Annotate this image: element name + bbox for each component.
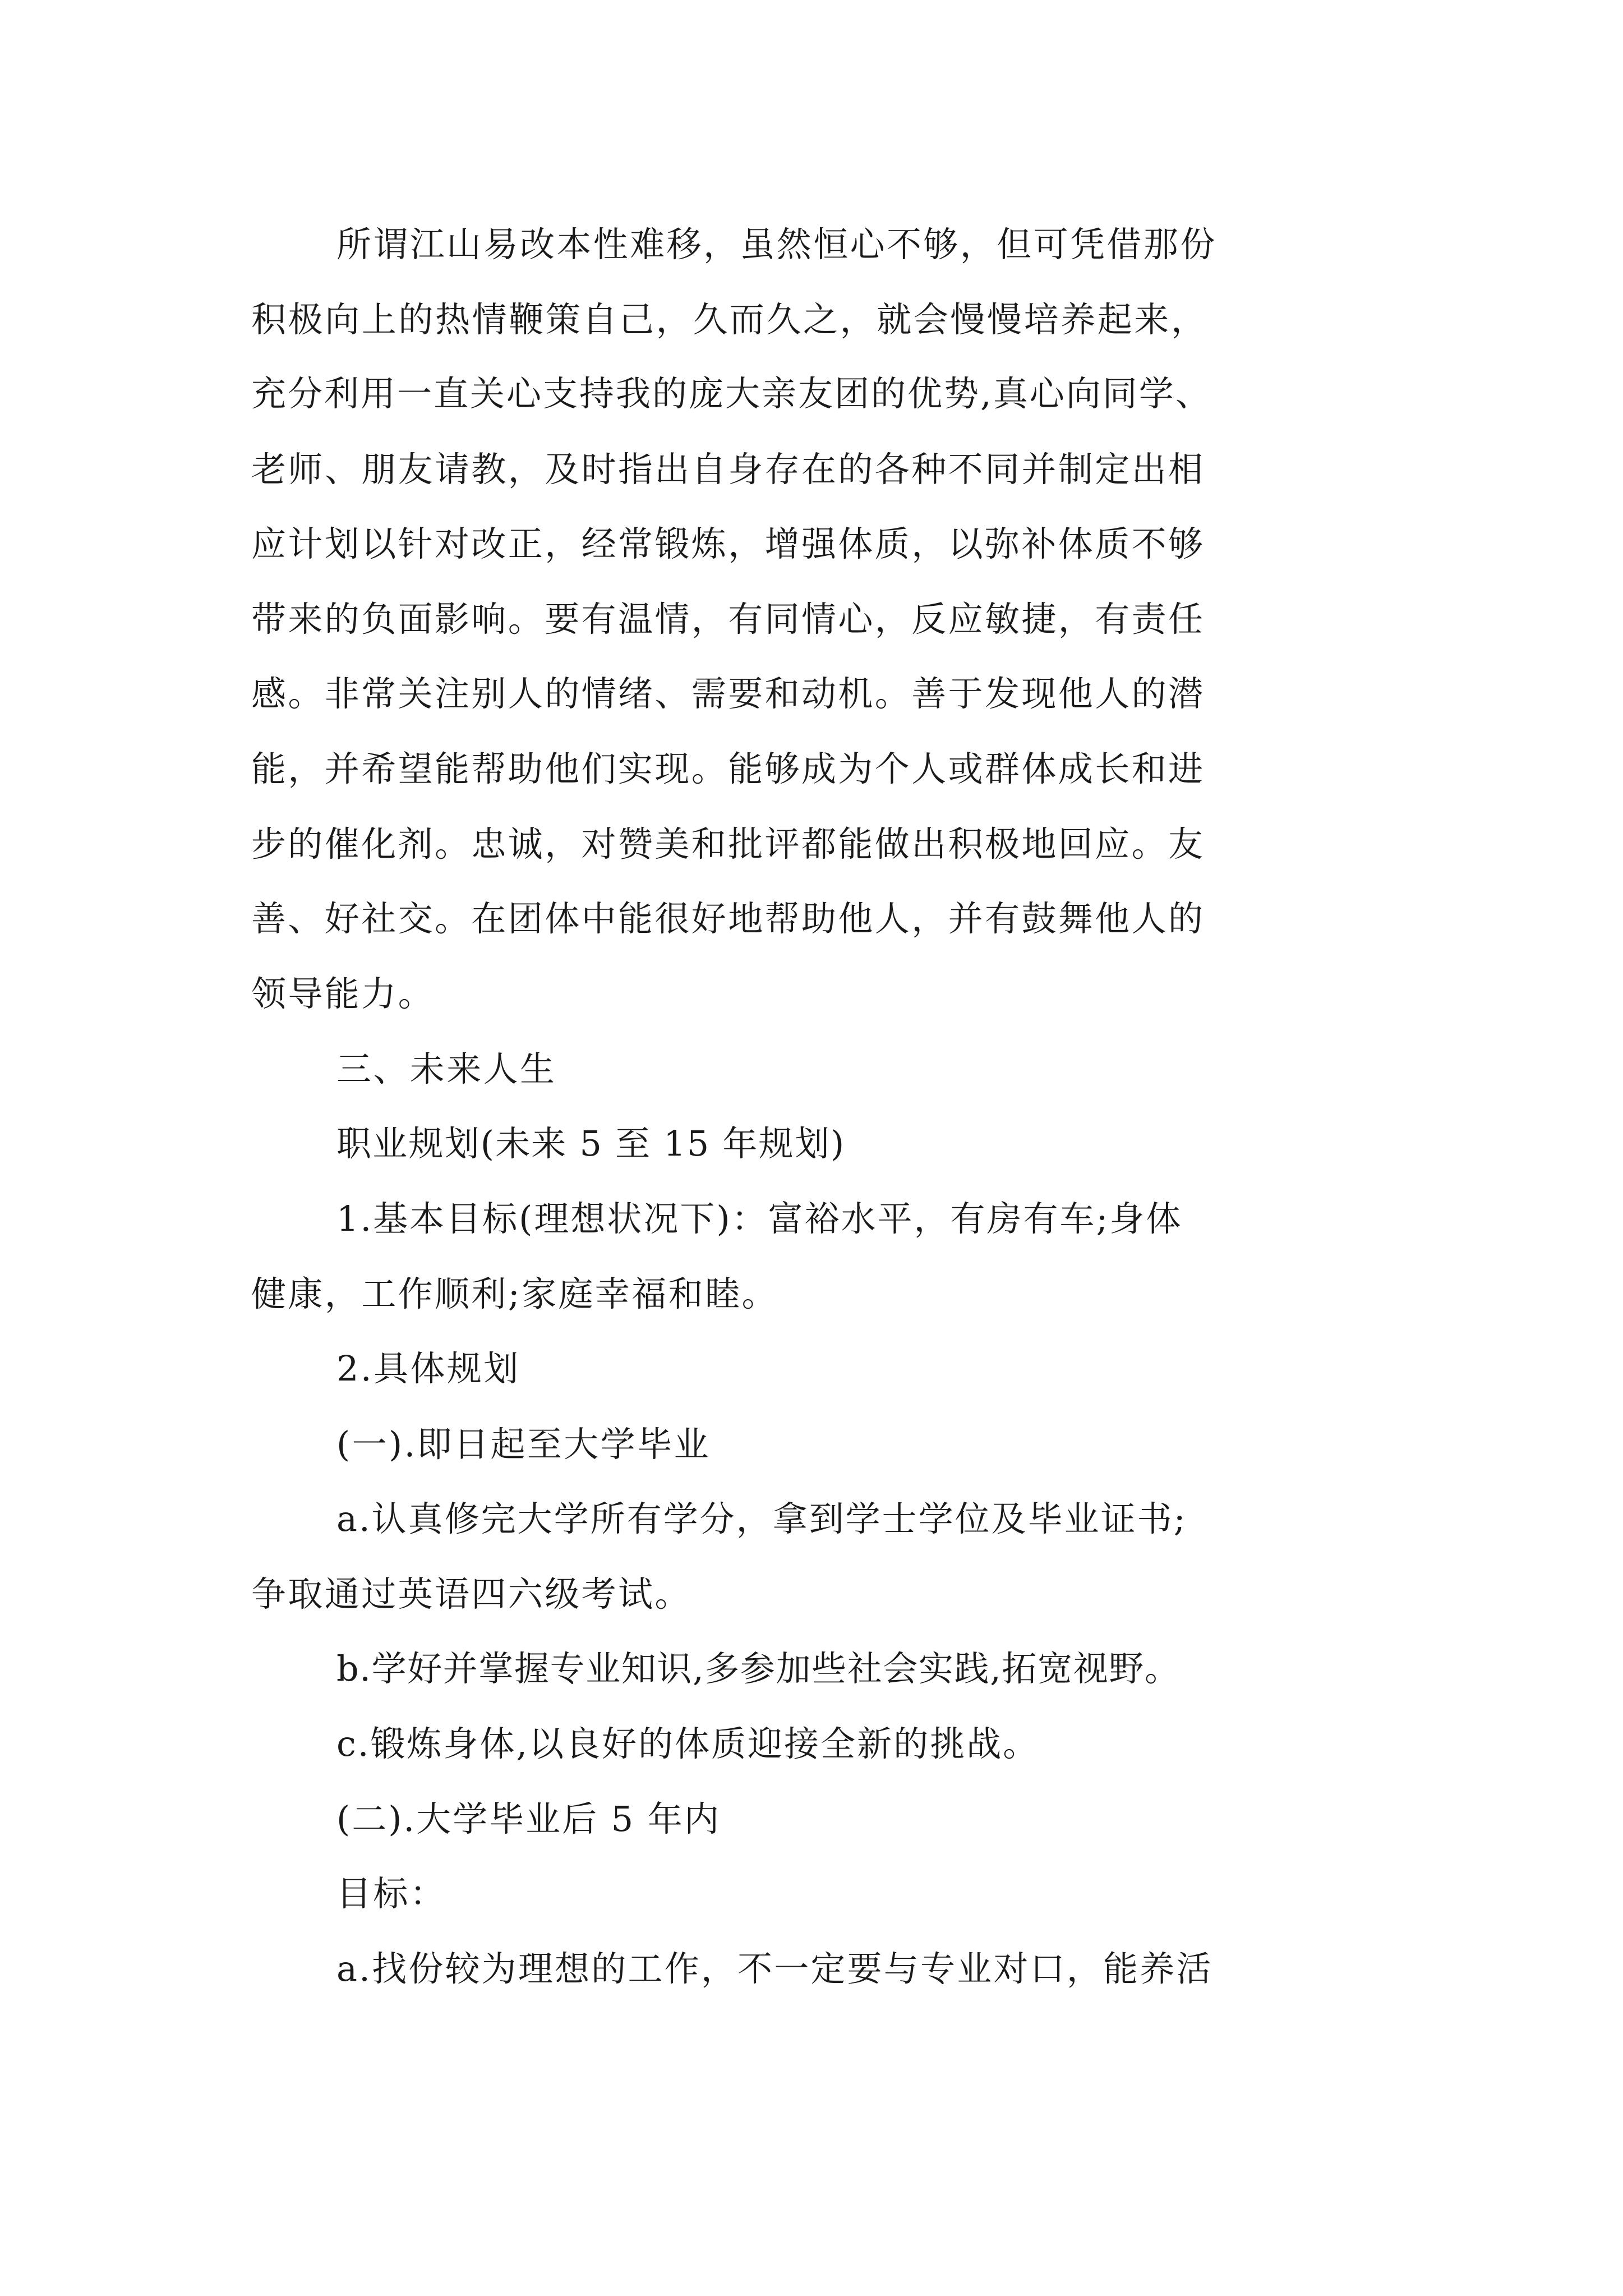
text-line: 能，并希望能帮助他们实现。能够成为个人或群体成长和进	[251, 748, 1205, 789]
text-line: 1.基本目标(理想状况下)：富裕水平，有房有车;身体	[336, 1198, 1183, 1239]
text-line: 2.具体规划	[336, 1348, 520, 1389]
text-line: c.锻炼身体,以良好的体质迎接全新的挑战。	[336, 1723, 1040, 1764]
text-line: 老师、朋友请教，及时指出自身存在的各种不同并制定出相	[251, 449, 1205, 490]
text-line: 感。非常关注别人的情绪、需要和动机。善于发现他人的潜	[251, 673, 1205, 714]
text-line: 领导能力。	[251, 973, 435, 1014]
text-line: 健康，工作顺利;家庭幸福和睦。	[251, 1273, 778, 1314]
text-line: 争取通过英语四六级考试。	[251, 1573, 691, 1614]
text-line: 应计划以针对改正，经常锻炼，增强体质，以弥补体质不够	[251, 523, 1205, 564]
text-line: 所谓江山易改本性难移，虽然恒心不够，但可凭借那份	[336, 224, 1217, 265]
text-line: 积极向上的热情鞭策自己，久而久之，就会慢慢培养起来，	[251, 299, 1208, 340]
text-line: (一).即日起至大学毕业	[336, 1424, 711, 1465]
subsection-heading: 职业规划(未来 5 至 15 年规划)	[336, 1123, 846, 1164]
text-line: (二).大学毕业后 5 年内	[336, 1798, 721, 1839]
text-line: 步的催化剂。忠诚，对赞美和批评都能做出积极地回应。友	[251, 823, 1205, 864]
text-line: a.找份较为理想的工作，不一定要与专业对口，能养活	[336, 1948, 1213, 1989]
text-line: b.学好并掌握专业知识,多参加些社会实践,拓宽视野。	[336, 1648, 1181, 1689]
text-line: 目标：	[336, 1873, 447, 1914]
text-line: 充分利用一直关心支持我的庞大亲友团的优势,真心向同学、	[251, 373, 1212, 414]
text-line: 带来的负面影响。要有温情，有同情心，反应敏捷，有责任	[251, 599, 1205, 639]
text-line: a.认真修完大学所有学分，拿到学士学位及毕业证书;	[336, 1498, 1187, 1539]
section-heading: 三、未来人生	[336, 1048, 557, 1089]
text-line: 善、好社交。在团体中能很好地帮助他人，并有鼓舞他人的	[251, 898, 1205, 939]
